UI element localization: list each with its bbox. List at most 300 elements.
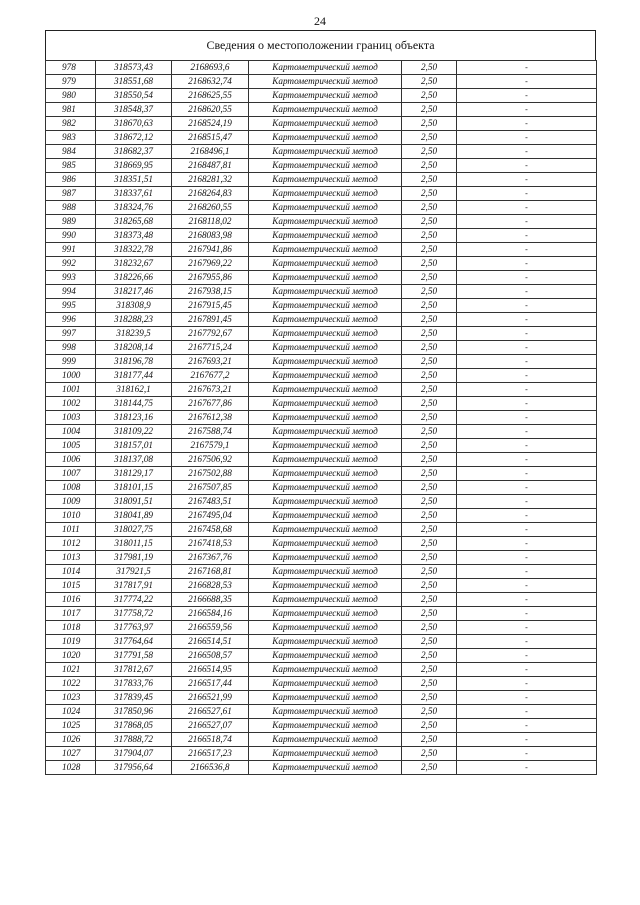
precision-cell: 2,50	[402, 495, 457, 509]
coordinate-x-cell: 317888,72	[96, 733, 172, 747]
coordinate-y-cell: 2166688,35	[172, 593, 249, 607]
method-cell: Картометрический метод	[249, 453, 402, 467]
coordinate-x-cell: 318324,76	[96, 201, 172, 215]
precision-cell: 2,50	[402, 145, 457, 159]
precision-cell: 2,50	[402, 537, 457, 551]
table-row	[46, 551, 597, 565]
point-number-cell: 997	[46, 327, 96, 341]
precision-cell: 2,50	[402, 243, 457, 257]
table-row	[46, 285, 597, 299]
coordinate-y-cell: 2166514,95	[172, 663, 249, 677]
coordinate-x-cell: 318351,51	[96, 173, 172, 187]
table-row	[46, 607, 597, 621]
coordinate-x-cell: 317956,64	[96, 761, 172, 775]
table-row	[46, 201, 597, 215]
point-number-cell: 1020	[46, 649, 96, 663]
point-number-cell: 983	[46, 131, 96, 145]
method-cell: Картометрический метод	[249, 243, 402, 257]
table-row	[46, 509, 597, 523]
method-cell: Картометрический метод	[249, 369, 402, 383]
point-number-cell: 982	[46, 117, 96, 131]
precision-cell: 2,50	[402, 523, 457, 537]
precision-cell: 2,50	[402, 761, 457, 775]
coordinate-x-cell: 317764,64	[96, 635, 172, 649]
point-number-cell: 1022	[46, 677, 96, 691]
coordinate-y-cell: 2168620,55	[172, 103, 249, 117]
description-cell: -	[457, 425, 597, 439]
table-row	[46, 117, 597, 131]
coordinate-x-cell: 318027,75	[96, 523, 172, 537]
point-number-cell: 984	[46, 145, 96, 159]
point-number-cell: 1000	[46, 369, 96, 383]
coordinate-y-cell: 2168693,6	[172, 61, 249, 75]
method-cell: Картометрический метод	[249, 565, 402, 579]
description-cell: -	[457, 649, 597, 663]
method-cell: Картометрический метод	[249, 355, 402, 369]
coordinate-y-cell: 2167677,2	[172, 369, 249, 383]
description-cell: -	[457, 383, 597, 397]
coordinate-y-cell: 2168118,02	[172, 215, 249, 229]
table-row	[46, 341, 597, 355]
table-row	[46, 89, 597, 103]
description-cell: -	[457, 173, 597, 187]
table-row	[46, 747, 597, 761]
description-cell: -	[457, 285, 597, 299]
coordinate-x-cell: 317774,22	[96, 593, 172, 607]
point-number-cell: 991	[46, 243, 96, 257]
point-number-cell: 1007	[46, 467, 96, 481]
coordinate-x-cell: 318162,1	[96, 383, 172, 397]
table-row	[46, 579, 597, 593]
precision-cell: 2,50	[402, 299, 457, 313]
method-cell: Картометрический метод	[249, 663, 402, 677]
precision-cell: 2,50	[402, 411, 457, 425]
method-cell: Картометрический метод	[249, 439, 402, 453]
description-cell: -	[457, 159, 597, 173]
precision-cell: 2,50	[402, 509, 457, 523]
coordinate-y-cell: 2166518,74	[172, 733, 249, 747]
method-cell: Картометрический метод	[249, 523, 402, 537]
precision-cell: 2,50	[402, 159, 457, 173]
coordinate-y-cell: 2168487,81	[172, 159, 249, 173]
method-cell: Картометрический метод	[249, 187, 402, 201]
point-number-cell: 1018	[46, 621, 96, 635]
table-row	[46, 61, 597, 75]
coordinate-x-cell: 318177,44	[96, 369, 172, 383]
point-number-cell: 980	[46, 89, 96, 103]
table-row	[46, 257, 597, 271]
method-cell: Картометрический метод	[249, 257, 402, 271]
table-row	[46, 495, 597, 509]
point-number-cell: 992	[46, 257, 96, 271]
precision-cell: 2,50	[402, 635, 457, 649]
method-cell: Картометрический метод	[249, 397, 402, 411]
method-cell: Картометрический метод	[249, 75, 402, 89]
description-cell: -	[457, 327, 597, 341]
coordinate-y-cell: 2167673,21	[172, 383, 249, 397]
point-number-cell: 998	[46, 341, 96, 355]
coordinate-y-cell: 2168083,98	[172, 229, 249, 243]
precision-cell: 2,50	[402, 75, 457, 89]
table-row	[46, 523, 597, 537]
table-row	[46, 411, 597, 425]
table-row	[46, 75, 597, 89]
point-number-cell: 1002	[46, 397, 96, 411]
coordinate-x-cell: 318196,78	[96, 355, 172, 369]
coordinate-y-cell: 2166508,57	[172, 649, 249, 663]
precision-cell: 2,50	[402, 677, 457, 691]
coordinate-x-cell: 318672,12	[96, 131, 172, 145]
coordinate-y-cell: 2167715,24	[172, 341, 249, 355]
coordinate-y-cell: 2167612,38	[172, 411, 249, 425]
table-row	[46, 635, 597, 649]
description-cell: -	[457, 313, 597, 327]
coordinate-y-cell: 2167677,86	[172, 397, 249, 411]
table-row	[46, 453, 597, 467]
description-cell: -	[457, 439, 597, 453]
coordinate-y-cell: 2168515,47	[172, 131, 249, 145]
precision-cell: 2,50	[402, 327, 457, 341]
coordinate-x-cell: 318123,16	[96, 411, 172, 425]
coordinate-x-cell: 318208,14	[96, 341, 172, 355]
coordinate-x-cell: 318011,15	[96, 537, 172, 551]
precision-cell: 2,50	[402, 649, 457, 663]
table-row	[46, 425, 597, 439]
method-cell: Картометрический метод	[249, 229, 402, 243]
precision-cell: 2,50	[402, 719, 457, 733]
point-number-cell: 1006	[46, 453, 96, 467]
table-row	[46, 467, 597, 481]
precision-cell: 2,50	[402, 117, 457, 131]
coordinate-x-cell: 318041,89	[96, 509, 172, 523]
description-cell: -	[457, 691, 597, 705]
point-number-cell: 990	[46, 229, 96, 243]
coordinates-table	[45, 60, 597, 775]
coordinate-x-cell: 318551,68	[96, 75, 172, 89]
point-number-cell: 1019	[46, 635, 96, 649]
description-cell: -	[457, 621, 597, 635]
point-number-cell: 1017	[46, 607, 96, 621]
method-cell: Картометрический метод	[249, 747, 402, 761]
description-cell: -	[457, 187, 597, 201]
precision-cell: 2,50	[402, 187, 457, 201]
method-cell: Картометрический метод	[249, 341, 402, 355]
coordinate-x-cell: 318232,67	[96, 257, 172, 271]
table-row	[46, 481, 597, 495]
point-number-cell: 1013	[46, 551, 96, 565]
coordinate-x-cell: 318288,23	[96, 313, 172, 327]
method-cell: Картометрический метод	[249, 509, 402, 523]
coordinate-x-cell: 317839,45	[96, 691, 172, 705]
method-cell: Картометрический метод	[249, 719, 402, 733]
description-cell: -	[457, 635, 597, 649]
coordinate-x-cell: 318550,54	[96, 89, 172, 103]
method-cell: Картометрический метод	[249, 593, 402, 607]
method-cell: Картометрический метод	[249, 425, 402, 439]
point-number-cell: 1014	[46, 565, 96, 579]
coordinate-y-cell: 2168281,32	[172, 173, 249, 187]
table-row	[46, 145, 597, 159]
table-row	[46, 229, 597, 243]
coordinate-x-cell: 317868,05	[96, 719, 172, 733]
point-number-cell: 1004	[46, 425, 96, 439]
coordinate-x-cell: 317763,97	[96, 621, 172, 635]
table-row	[46, 733, 597, 747]
method-cell: Картометрический метод	[249, 327, 402, 341]
table-row	[46, 649, 597, 663]
method-cell: Картометрический метод	[249, 635, 402, 649]
point-number-cell: 989	[46, 215, 96, 229]
point-number-cell: 1023	[46, 691, 96, 705]
table-row	[46, 593, 597, 607]
table-title: Сведения о местоположении границ объекта	[206, 38, 435, 52]
coordinate-y-cell: 2168625,55	[172, 89, 249, 103]
point-number-cell: 1016	[46, 593, 96, 607]
description-cell: -	[457, 75, 597, 89]
precision-cell: 2,50	[402, 271, 457, 285]
point-number-cell: 1015	[46, 579, 96, 593]
description-cell: -	[457, 453, 597, 467]
method-cell: Картометрический метод	[249, 537, 402, 551]
description-cell: -	[457, 551, 597, 565]
table-row	[46, 187, 597, 201]
point-number-cell: 1021	[46, 663, 96, 677]
point-number-cell: 996	[46, 313, 96, 327]
precision-cell: 2,50	[402, 103, 457, 117]
coordinate-x-cell: 318670,63	[96, 117, 172, 131]
precision-cell: 2,50	[402, 551, 457, 565]
description-cell: -	[457, 607, 597, 621]
method-cell: Картометрический метод	[249, 159, 402, 173]
coordinate-x-cell: 318217,46	[96, 285, 172, 299]
method-cell: Картометрический метод	[249, 61, 402, 75]
coordinate-y-cell: 2166584,16	[172, 607, 249, 621]
point-number-cell: 1009	[46, 495, 96, 509]
table-row	[46, 621, 597, 635]
table-header	[45, 30, 596, 60]
coordinate-y-cell: 2167502,88	[172, 467, 249, 481]
table-row	[46, 705, 597, 719]
point-number-cell: 1010	[46, 509, 96, 523]
coordinate-y-cell: 2167506,92	[172, 453, 249, 467]
method-cell: Картометрический метод	[249, 551, 402, 565]
description-cell: -	[457, 299, 597, 313]
coordinate-y-cell: 2167495,04	[172, 509, 249, 523]
coordinate-y-cell: 2167915,45	[172, 299, 249, 313]
table-row	[46, 565, 597, 579]
precision-cell: 2,50	[402, 467, 457, 481]
precision-cell: 2,50	[402, 747, 457, 761]
coordinate-y-cell: 2167955,86	[172, 271, 249, 285]
point-number-cell: 1001	[46, 383, 96, 397]
coordinate-y-cell: 2166559,56	[172, 621, 249, 635]
precision-cell: 2,50	[402, 397, 457, 411]
description-cell: -	[457, 733, 597, 747]
description-cell: -	[457, 397, 597, 411]
method-cell: Картометрический метод	[249, 495, 402, 509]
method-cell: Картометрический метод	[249, 705, 402, 719]
coordinate-x-cell: 317921,5	[96, 565, 172, 579]
precision-cell: 2,50	[402, 425, 457, 439]
coordinate-y-cell: 2166521,99	[172, 691, 249, 705]
coordinate-y-cell: 2168632,74	[172, 75, 249, 89]
precision-cell: 2,50	[402, 341, 457, 355]
description-cell: -	[457, 355, 597, 369]
precision-cell: 2,50	[402, 621, 457, 635]
point-number-cell: 981	[46, 103, 96, 117]
point-number-cell: 1003	[46, 411, 96, 425]
coordinate-y-cell: 2166517,23	[172, 747, 249, 761]
point-number-cell: 985	[46, 159, 96, 173]
description-cell: -	[457, 341, 597, 355]
coordinate-y-cell: 2168260,55	[172, 201, 249, 215]
table-row	[46, 159, 597, 173]
coordinate-x-cell: 318091,51	[96, 495, 172, 509]
description-cell: -	[457, 565, 597, 579]
method-cell: Картометрический метод	[249, 677, 402, 691]
method-cell: Картометрический метод	[249, 621, 402, 635]
method-cell: Картометрический метод	[249, 285, 402, 299]
precision-cell: 2,50	[402, 565, 457, 579]
coordinate-x-cell: 318226,66	[96, 271, 172, 285]
description-cell: -	[457, 201, 597, 215]
method-cell: Картометрический метод	[249, 733, 402, 747]
precision-cell: 2,50	[402, 439, 457, 453]
method-cell: Картометрический метод	[249, 103, 402, 117]
description-cell: -	[457, 271, 597, 285]
method-cell: Картометрический метод	[249, 691, 402, 705]
description-cell: -	[457, 537, 597, 551]
description-cell: -	[457, 761, 597, 775]
description-cell: -	[457, 89, 597, 103]
description-cell: -	[457, 131, 597, 145]
method-cell: Картометрический метод	[249, 467, 402, 481]
method-cell: Картометрический метод	[249, 313, 402, 327]
point-number-cell: 986	[46, 173, 96, 187]
table-row	[46, 313, 597, 327]
description-cell: -	[457, 145, 597, 159]
table-row	[46, 663, 597, 677]
description-cell: -	[457, 257, 597, 271]
coordinate-y-cell: 2167579,1	[172, 439, 249, 453]
coordinate-x-cell: 317791,58	[96, 649, 172, 663]
table-row	[46, 537, 597, 551]
coordinate-y-cell: 2167941,86	[172, 243, 249, 257]
description-cell: -	[457, 663, 597, 677]
coordinate-y-cell: 2167891,45	[172, 313, 249, 327]
coordinate-y-cell: 2166517,44	[172, 677, 249, 691]
precision-cell: 2,50	[402, 61, 457, 75]
precision-cell: 2,50	[402, 257, 457, 271]
method-cell: Картометрический метод	[249, 649, 402, 663]
description-cell: -	[457, 215, 597, 229]
precision-cell: 2,50	[402, 285, 457, 299]
point-number-cell: 993	[46, 271, 96, 285]
description-cell: -	[457, 117, 597, 131]
point-number-cell: 1005	[46, 439, 96, 453]
method-cell: Картометрический метод	[249, 89, 402, 103]
point-number-cell: 994	[46, 285, 96, 299]
coordinate-y-cell: 2167792,67	[172, 327, 249, 341]
description-cell: -	[457, 747, 597, 761]
coordinate-x-cell: 318337,61	[96, 187, 172, 201]
coordinate-y-cell: 2166514,51	[172, 635, 249, 649]
table-row	[46, 383, 597, 397]
point-number-cell: 988	[46, 201, 96, 215]
precision-cell: 2,50	[402, 201, 457, 215]
coordinate-y-cell: 2167507,85	[172, 481, 249, 495]
point-number-cell: 1012	[46, 537, 96, 551]
description-cell: -	[457, 593, 597, 607]
precision-cell: 2,50	[402, 579, 457, 593]
method-cell: Картометрический метод	[249, 383, 402, 397]
coordinate-x-cell: 318548,37	[96, 103, 172, 117]
precision-cell: 2,50	[402, 89, 457, 103]
table-row	[46, 355, 597, 369]
coordinate-x-cell: 318669,95	[96, 159, 172, 173]
precision-cell: 2,50	[402, 131, 457, 145]
coordinate-x-cell: 318265,68	[96, 215, 172, 229]
coordinate-x-cell: 318373,48	[96, 229, 172, 243]
table-row	[46, 691, 597, 705]
point-number-cell: 978	[46, 61, 96, 75]
table-row	[46, 243, 597, 257]
table-row	[46, 369, 597, 383]
coordinate-x-cell: 318573,43	[96, 61, 172, 75]
document-sheet	[45, 30, 596, 775]
coordinate-y-cell: 2166536,8	[172, 761, 249, 775]
precision-cell: 2,50	[402, 369, 457, 383]
coordinate-x-cell: 318157,01	[96, 439, 172, 453]
description-cell: -	[457, 243, 597, 257]
point-number-cell: 995	[46, 299, 96, 313]
method-cell: Картометрический метод	[249, 201, 402, 215]
precision-cell: 2,50	[402, 733, 457, 747]
precision-cell: 2,50	[402, 691, 457, 705]
coordinate-y-cell: 2167418,53	[172, 537, 249, 551]
precision-cell: 2,50	[402, 173, 457, 187]
coordinate-x-cell: 318308,9	[96, 299, 172, 313]
coordinate-x-cell: 318109,22	[96, 425, 172, 439]
coordinate-y-cell: 2166828,53	[172, 579, 249, 593]
coordinates-table-body	[46, 61, 597, 775]
description-cell: -	[457, 229, 597, 243]
precision-cell: 2,50	[402, 313, 457, 327]
precision-cell: 2,50	[402, 229, 457, 243]
precision-cell: 2,50	[402, 593, 457, 607]
coordinate-y-cell: 2168264,83	[172, 187, 249, 201]
precision-cell: 2,50	[402, 705, 457, 719]
point-number-cell: 987	[46, 187, 96, 201]
description-cell: -	[457, 705, 597, 719]
method-cell: Картометрический метод	[249, 761, 402, 775]
table-row	[46, 719, 597, 733]
precision-cell: 2,50	[402, 215, 457, 229]
coordinate-y-cell: 2167588,74	[172, 425, 249, 439]
coordinate-y-cell: 2167367,76	[172, 551, 249, 565]
page-number: 24	[314, 14, 326, 28]
method-cell: Картометрический метод	[249, 271, 402, 285]
coordinate-x-cell: 317833,76	[96, 677, 172, 691]
description-cell: -	[457, 523, 597, 537]
coordinate-x-cell: 317758,72	[96, 607, 172, 621]
description-cell: -	[457, 677, 597, 691]
coordinate-x-cell: 318239,5	[96, 327, 172, 341]
method-cell: Картометрический метод	[249, 145, 402, 159]
point-number-cell: 999	[46, 355, 96, 369]
method-cell: Картометрический метод	[249, 299, 402, 313]
coordinate-y-cell: 2166527,07	[172, 719, 249, 733]
